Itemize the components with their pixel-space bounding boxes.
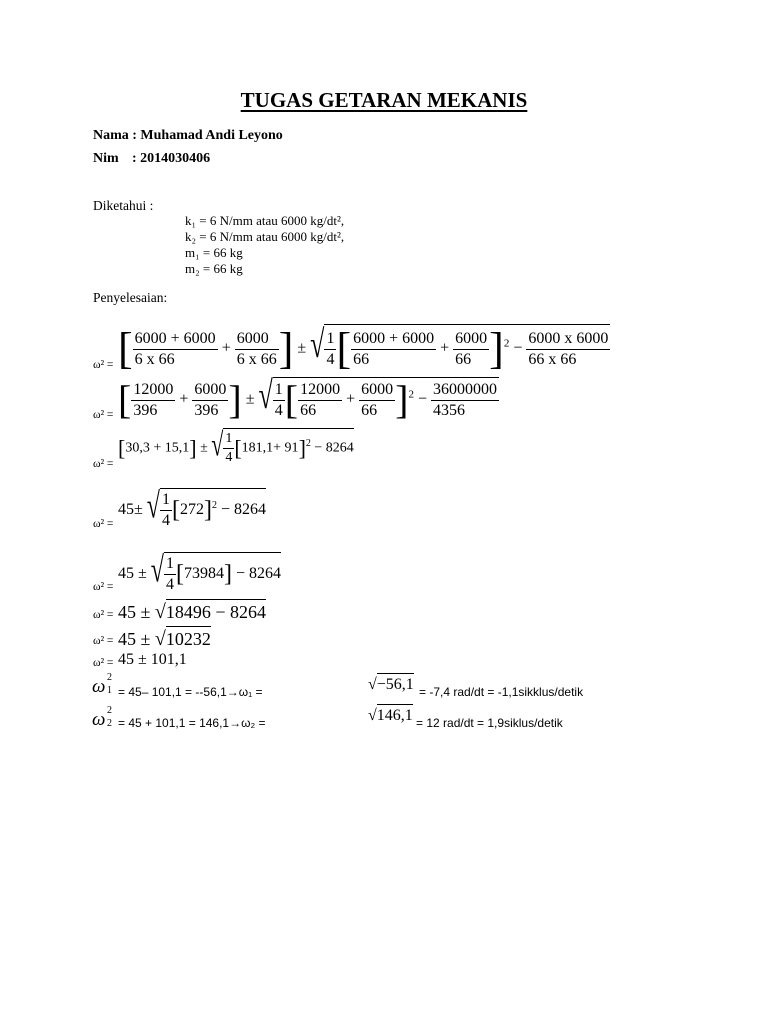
given-m2: m₂ = 66 kg [185, 261, 243, 276]
omega-sq-label: ω² = [93, 409, 114, 421]
diketahui-label: Diketahui : [93, 198, 154, 213]
nim-label: Nim [93, 151, 119, 166]
given-k1: k₁ = 6 N/mm atau 6000 kg/dt², [185, 213, 345, 228]
omega-sq-label: ω² = [93, 635, 114, 647]
penyelesaian-label: Penyelesaian: [93, 290, 168, 305]
equation-3: [30,3 + 15,1] ± √ $\frac{1}{4}$ $[181,1+ 91]^2 - 8264$ [118, 425, 354, 465]
page-title: TUGAS GETARAN MEKANIS [240, 88, 528, 112]
equation-2: [ $\frac{12000}{396}$ + $\frac{6000}{396}$ ] ± √ $\frac{1}{4}$ [ $\frac{12000}{66}$ + $\frac{6000}{66}$ ]$^2$ − $\frac{36000000}{4356}$ [118, 373, 497, 422]
given-k2: k₂ = 6 N/mm atau 6000 kg/dt², [185, 229, 345, 244]
equation-8: 45 ± 101,1 [118, 651, 187, 668]
omega-sq-label: ω² = [93, 581, 114, 593]
omega-sq-label: ω² = [93, 458, 114, 470]
equation-7: 45 ± √10232 [118, 628, 211, 650]
omega-sq-label: ω² = [93, 609, 114, 621]
student-name: Nama : Muhamad Andi Leyono [93, 128, 283, 143]
omega-sq-label: ω² = [93, 657, 114, 669]
given-m1: m₁ = 66 kg [185, 245, 243, 260]
nim-value: : 2014030406 [132, 151, 211, 166]
equation-1: [ $\frac{6000 + 6000}{6 x 66}$ + $\frac{6000}{6 x 66}$ ] ± √ $\frac{1}{4}$ [ $\frac{6000 + 6000}{66}$ + $\frac{6000}{66}$ ]$^2$ − $\frac{6000 x 6000}{66 x 66}$ [118, 322, 609, 373]
equation-4: 45± √ $\frac{1}{4}$ $[272]^2 - 8264$ [118, 487, 266, 529]
equation-5: 45 ± √ $\frac{1}{4}$ [73984] − 8264 [118, 551, 281, 593]
omega-sq-label: ω² = [93, 518, 114, 530]
omega-sq-label: ω² = [93, 359, 114, 371]
equation-6: 45 ± √18496 − 8264 [118, 601, 267, 623]
